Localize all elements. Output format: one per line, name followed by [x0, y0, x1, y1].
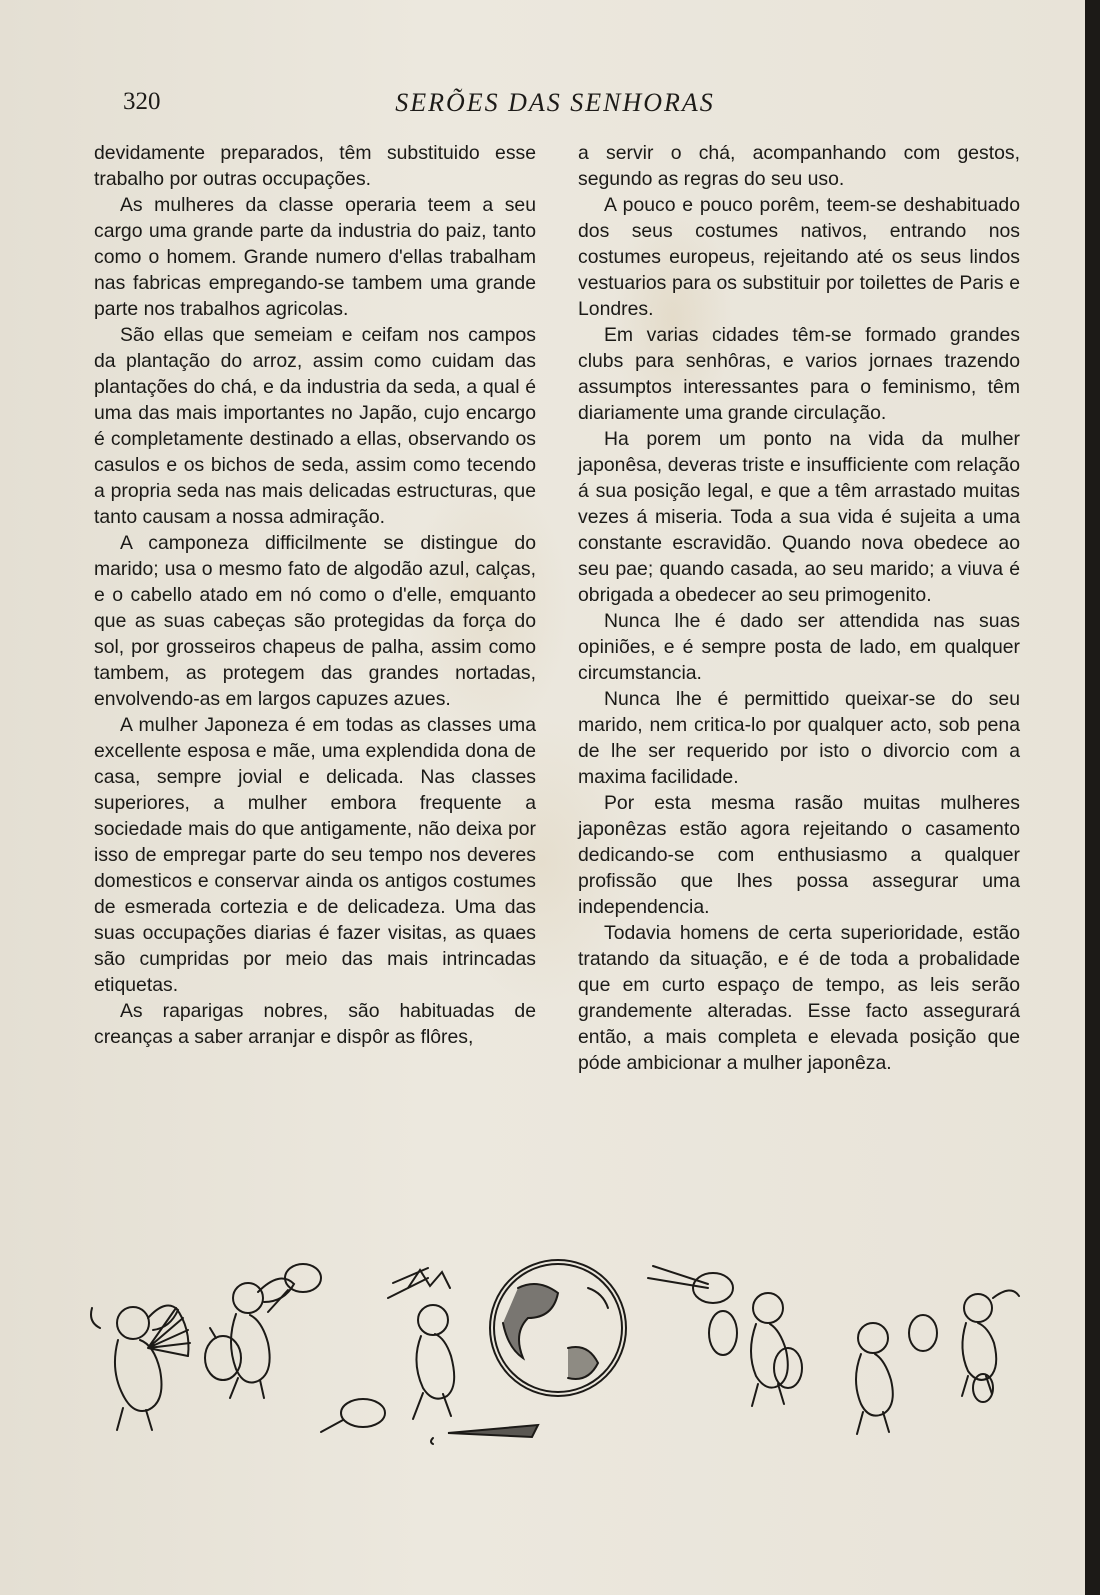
- cherubs-with-fans-and-globe-illustration: [88, 1258, 1028, 1458]
- paragraph: Nunca lhe é permittido queixar-se do seu marido, nem critica-lo por qualquer acto, sob pena de lhe ser requerido por isto o divorcio com a maxima facilidade.: [578, 688, 1020, 788]
- globe-icon: [490, 1260, 626, 1396]
- paragraph: devidamente preparados, têm substituido esse trabalho por outras occupações.: [94, 142, 536, 190]
- round-fan-icon: [693, 1273, 802, 1388]
- paragraph: A camponeza difficilmente se distingue do marido; usa o mesmo fato de algodão azul, calças, e o cabello atado em nó como o d'elle, emquanto que as suas cabeças são protegidas da força do sol, por grosseiros chapeus de palha, assim como tambem, as protegem das grandes nortadas, envolvendo-as em largos capuzes azues.: [94, 532, 536, 710]
- paragraph: A pouco e pouco porêm, teem-se deshabituado dos seus costumes nativos, entrando nos costumes europeus, rejeitando até os seus lindos vestuarios para os substituir por toilettes de Paris e Londres.: [578, 194, 1020, 320]
- cherub-icon: [388, 1268, 454, 1419]
- paragraph: Ha porem um ponto na vida da mulher japonêsa, deveras triste e insufficiente com relação á sua posição legal, e que a têm arrastado muitas vezes á miseria. Toda a sua vida é sujeita a uma constante escravidão. Quando nova obedece ao seu pae; quando casada, ao seu marido; a viuva é obrigada a obedecer ao seu primogenito.: [578, 428, 1020, 606]
- paragraph: As mulheres da classe operaria teem a seu cargo uma grande parte da industria do paiz, tanto como o homem. Grande numero d'ellas trabalham nas fabricas empregando-se tambem uma grande parte nos trabalhos agricolas.: [94, 194, 536, 320]
- running-title: SERÕES DAS SENHORAS: [395, 88, 715, 117]
- paragraph: Todavia homens de certa superioridade, estão tratando da situação, e é de toda a probalidade que em curto espaço de tempo, as leis serão grandemente alteradas. Esse facto assegurará então, a mais completa e elevada posição que póde ambicionar a mulher japonêza.: [578, 922, 1020, 1074]
- right-column: [578, 140, 1020, 1076]
- folded-fan-icon: [431, 1425, 538, 1444]
- page-header: [95, 84, 1015, 124]
- cherub-icon: [230, 1279, 294, 1398]
- paragraph: As raparigas nobres, são habituadas de creanças a saber arranjar e dispôr as flôres,: [94, 1000, 536, 1048]
- paragraph: A mulher Japoneza é em todas as classes uma excellente esposa e mãe, uma explendida dona de casa, sempre jovial e delicada. Nas classes superiores, a mulher embora frequente a sociedade mais do que antigamente, não deixa por isso de empregar parte do seu tempo nos deveres domesticos e conservar ainda os antigos costumes de esmerada cortezia e de delicadeza. Uma das suas occupações diarias é fazer visitas, as quaes são cumpridas por meio das mais intrincadas etiquetas.: [94, 714, 536, 996]
- paragraph: a servir o chá, acompanhando com gestos, segundo as regras do seu uso.: [578, 142, 1020, 190]
- paragraph: São ellas que semeiam e ceifam nos campos da plantação do arroz, assim como cuidam das plantações do chá, e da industria da seda, a qual é uma das mais importantes no Japão, cujo encargo é completamente destinado a ellas, observando os casulos e os bichos de seda, assim como tecendo a propria seda nas mais delicadas estructuras, que tanto causam a nossa admiração.: [94, 324, 536, 528]
- paragraph: Nunca lhe é dado ser attendida nas suas opiniões, e é sempre posta de lado, em qualquer circumstancia.: [578, 610, 1020, 684]
- paragraph: Em varias cidades têm-se formado grandes clubs para senhôras, e varios jornaes trazendo assumptos interessantes para o feminismo, têm diariamente uma grande circulação.: [578, 324, 1020, 424]
- paragraph: Por esta mesma rasão muitas mulheres japonêzas estão agora rejeitando o casamento dedicando-se com enthusiasmo a qualquer profissão que lhes possa assegurar uma independencia.: [578, 792, 1020, 918]
- page-number: 320: [123, 88, 161, 115]
- cherub-icon: [962, 1290, 1019, 1402]
- left-column: [94, 140, 536, 1050]
- folding-fan-icon: [148, 1308, 190, 1356]
- decorative-vignette-icon: [88, 1258, 1028, 1458]
- cherub-icon: [648, 1266, 788, 1406]
- cherub-icon: [856, 1315, 937, 1434]
